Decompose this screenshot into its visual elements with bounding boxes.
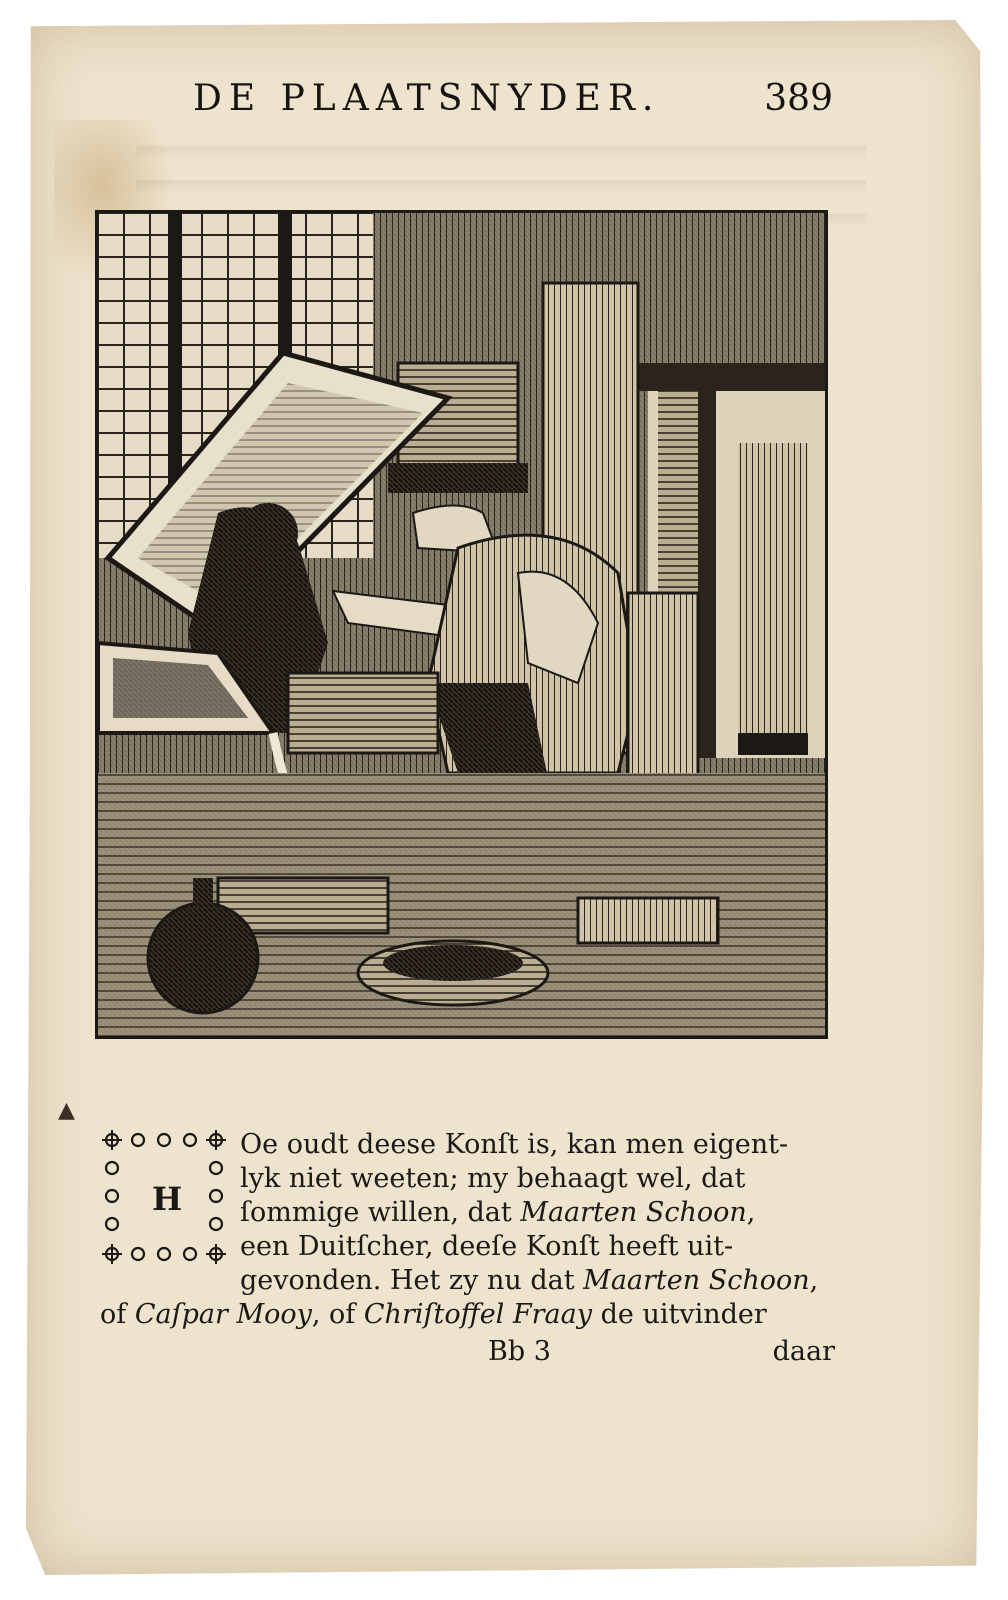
page-footer — [100, 1336, 835, 1376]
text-line-4 — [240, 1230, 835, 1264]
ornament-right-column — [210, 1162, 222, 1230]
text-line-1 — [240, 1128, 835, 1162]
signature-mark: Bb 3 — [488, 1336, 551, 1367]
text-line-5 — [240, 1264, 835, 1298]
engraving-illustration — [95, 210, 828, 1039]
text-line-3-punct: , — [746, 1197, 756, 1228]
text-line-5-name: Maarten Schoon — [583, 1265, 810, 1296]
text-line-6-end: de uitvinder — [600, 1299, 767, 1330]
ornament-left-column — [106, 1162, 118, 1230]
page-number: 389 — [764, 78, 833, 119]
text-line-1-content: Oe oudt deese Konſt is, kan men eigent- — [240, 1129, 789, 1160]
body-text — [100, 1128, 835, 1358]
text-line-6-of-2: , of — [311, 1299, 356, 1330]
margin-mark: ▲ — [58, 1098, 75, 1123]
drop-cap-letter: H — [152, 1180, 183, 1218]
text-line-3-name: Maarten Schoon — [520, 1197, 747, 1228]
text-line-2-content: lyk niet weeten; my behaagt wel, dat — [240, 1163, 746, 1194]
text-line-6-name-2: Chriſtoffel Fraay — [363, 1299, 592, 1330]
catchword: daar — [772, 1336, 835, 1367]
text-line-4-content: een Duitſcher, deeſe Konſt heeft uit- — [240, 1231, 734, 1262]
text-line-2 — [240, 1162, 835, 1196]
text-line-6-of: of — [100, 1299, 127, 1330]
text-line-5-punct: , — [809, 1265, 819, 1296]
text-line-3-roman: ſommige willen, dat — [240, 1197, 521, 1228]
ornament-top-row — [106, 1134, 222, 1146]
text-line-3 — [240, 1196, 835, 1230]
ornament-bottom-row — [106, 1248, 222, 1260]
running-head — [193, 78, 833, 126]
text-line-5-roman: gevonden. Het zy nu dat — [240, 1265, 584, 1296]
engraving-svg — [98, 213, 825, 1036]
running-head-title: DE PLAATSNYDER. — [193, 78, 661, 119]
text-line-6 — [100, 1298, 835, 1332]
text-line-6-name-1: Caſpar Mooy — [134, 1299, 312, 1330]
